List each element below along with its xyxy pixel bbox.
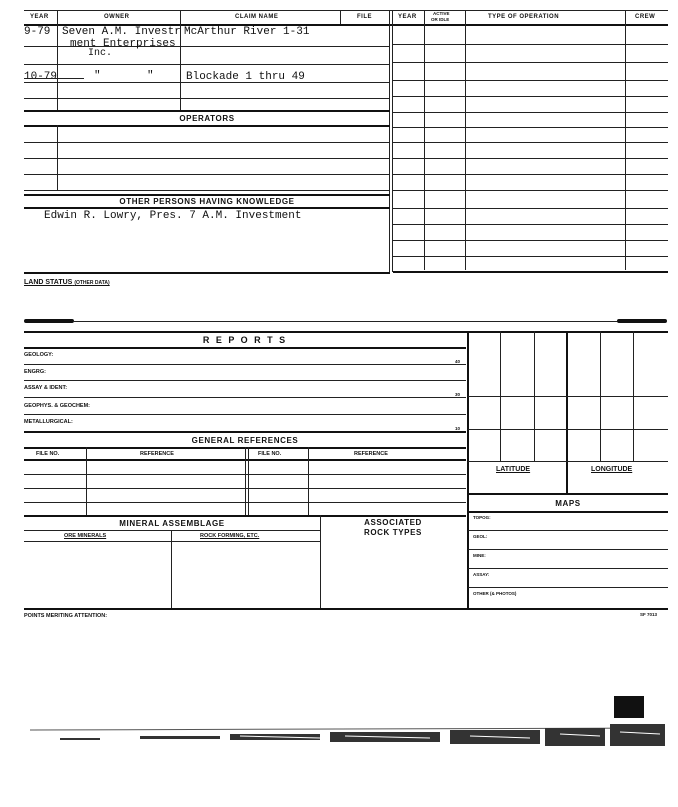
header-active: ACTIVE	[433, 11, 450, 16]
strike-line	[24, 78, 84, 79]
rule	[24, 190, 389, 191]
rule	[393, 142, 668, 143]
rule	[393, 256, 668, 257]
rule	[24, 414, 466, 415]
rule	[24, 110, 390, 112]
rule	[393, 190, 668, 191]
report-metallurgical-num: 10	[455, 426, 461, 431]
row1-owner-line1: Seven A.M. Investr	[62, 26, 181, 38]
row2-owner-ditto: "	[147, 70, 154, 82]
rule	[24, 194, 390, 196]
report-assay-label: ASSAY & IDENT:	[24, 385, 68, 391]
ref-col-reference-1: REFERENCE	[140, 451, 174, 457]
rule	[24, 10, 668, 11]
maps-mine-label: MINE:	[473, 553, 486, 558]
rule	[468, 493, 668, 495]
header-year-2: YEAR	[398, 14, 417, 20]
row2-year: 10-79	[24, 71, 58, 83]
land-status-label	[24, 279, 110, 286]
report-assay-num: 30	[455, 392, 461, 397]
rule	[393, 224, 668, 225]
rule	[393, 174, 668, 175]
rule	[468, 511, 668, 513]
report-metallurgical-label: METALLURGICAL:	[24, 419, 73, 425]
rule	[393, 208, 668, 209]
rule	[393, 62, 668, 63]
land-status-sub: (OTHER DATA)	[74, 280, 110, 286]
maps-title: MAPS	[555, 499, 581, 508]
maps-geol-label: GEOL:	[473, 534, 488, 539]
rule	[468, 530, 668, 531]
rule	[468, 568, 668, 569]
rule	[24, 530, 320, 531]
rule	[393, 127, 668, 128]
row1-owner-line3: Inc.	[88, 48, 113, 59]
rule	[393, 80, 668, 81]
rule	[468, 461, 668, 462]
rule	[468, 587, 668, 588]
rule	[393, 240, 668, 241]
header-or-idle: OR IDLE	[431, 17, 450, 22]
divider	[340, 10, 341, 24]
rule	[24, 272, 390, 274]
separator-mark	[24, 319, 74, 323]
divider	[389, 10, 390, 272]
rule	[24, 515, 466, 517]
associated-label: ASSOCIATED	[364, 518, 422, 527]
rule	[74, 321, 618, 322]
rule	[393, 271, 668, 273]
rule	[24, 397, 466, 398]
other-persons-entry: Edwin R. Lowry, Pres. 7 A.M. Investment	[44, 210, 302, 222]
rule	[24, 431, 466, 433]
rule	[24, 331, 668, 333]
divider	[245, 447, 246, 515]
ore-minerals-label: ORE MINERALS	[64, 533, 107, 539]
ref-col-file-no-2: FILE NO.	[258, 451, 282, 457]
latitude-label: LATITUDE	[496, 466, 531, 473]
header-type-of-operation: TYPE OF OPERATION	[488, 14, 560, 20]
rule	[468, 396, 668, 397]
ref-col-file-no-1: FILE NO.	[36, 451, 60, 457]
divider	[57, 24, 58, 110]
row1-year: 9-79	[24, 26, 51, 38]
divider	[86, 447, 87, 515]
divider	[308, 447, 309, 515]
operators-title: OPERATORS	[179, 114, 235, 123]
header-claim-name: CLAIM NAME	[235, 14, 279, 20]
rock-forming-label: ROCK FORMING, ETC.	[200, 533, 260, 539]
divider	[180, 10, 181, 24]
rule	[24, 364, 466, 365]
divider	[57, 10, 58, 24]
row2-owner-ditto: "	[94, 70, 101, 82]
header-file: FILE	[357, 14, 372, 20]
rule	[393, 44, 668, 45]
rule	[24, 541, 320, 542]
land-status-text: LAND STATUS	[24, 279, 73, 286]
divider	[248, 447, 249, 515]
rock-types-label: ROCK TYPES	[363, 528, 422, 537]
header-year: YEAR	[30, 14, 49, 20]
maps-assay-label: ASSAY:	[473, 572, 490, 577]
rule	[393, 158, 668, 159]
report-geology-label: GEOLOGY:	[24, 352, 54, 358]
mineral-assemblage-title: MINERAL ASSEMBLAGE	[119, 519, 225, 528]
header-crew: CREW	[635, 14, 656, 20]
divider	[424, 10, 425, 270]
rule	[24, 158, 389, 159]
reports-title: R E P O R T S	[202, 335, 288, 345]
divider	[625, 10, 626, 270]
longitude-label: LONGITUDE	[591, 466, 633, 473]
report-geology-num: 40	[455, 359, 461, 364]
rule	[24, 142, 389, 143]
general-references-title: GENERAL REFERENCES	[191, 436, 299, 445]
divider	[392, 10, 393, 272]
rule	[24, 64, 389, 65]
rule	[468, 429, 668, 430]
report-geophys-label: GEOPHYS. & GEOCHEM:	[24, 403, 91, 409]
rule	[24, 98, 389, 99]
header-owner: OWNER	[104, 14, 130, 20]
divider	[566, 331, 568, 493]
form-number: SF 7013	[640, 612, 658, 617]
report-engrg-label: ENGRG:	[24, 369, 46, 375]
divider	[320, 515, 321, 608]
rule	[24, 608, 668, 610]
divider	[467, 331, 469, 608]
rule	[468, 549, 668, 550]
ref-col-reference-2: REFERENCE	[354, 451, 388, 457]
scan-noise-band	[0, 690, 678, 760]
points-meriting-attention-label: POINTS MERITING ATTENTION:	[24, 613, 108, 619]
rule	[24, 174, 389, 175]
maps-other-label: OTHER (& PHOTOS)	[473, 591, 517, 596]
rule	[24, 207, 390, 209]
divider	[171, 530, 172, 608]
rule	[393, 112, 668, 113]
rule	[393, 96, 668, 97]
maps-topog-label: TOPOG:	[473, 515, 491, 520]
separator-mark	[617, 319, 667, 323]
other-persons-title: OTHER PERSONS HAVING KNOWLEDGE	[119, 197, 295, 206]
rule	[24, 125, 390, 127]
row2-claim: Blockade 1 thru 49	[186, 71, 305, 83]
row1-claim: McArthur River 1-31	[184, 26, 310, 38]
divider	[57, 125, 58, 191]
row1-owner-line2: ment Enterprises	[70, 38, 176, 50]
rule	[24, 380, 466, 381]
rule	[24, 347, 466, 349]
divider	[465, 10, 466, 270]
